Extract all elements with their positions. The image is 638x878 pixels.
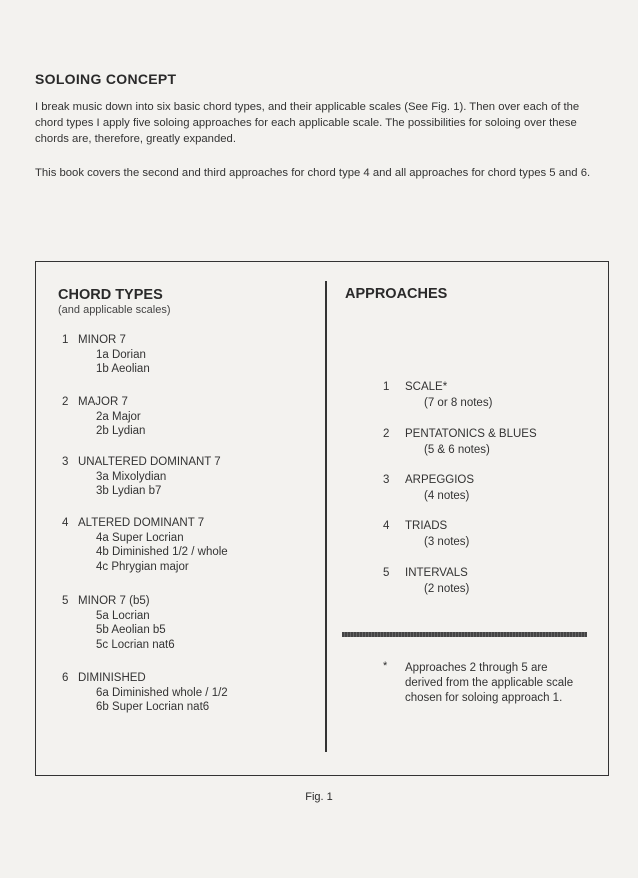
scale-item: 5a Locrian — [96, 609, 150, 622]
approach-item-4 — [345, 519, 605, 550]
scale-item: 2b Lydian — [96, 425, 146, 438]
section-divider — [342, 632, 587, 637]
scale-item: 1a Dorian — [96, 348, 146, 361]
footnote-mark: * — [383, 660, 388, 672]
approach-number: 1 — [383, 381, 390, 393]
approach-item-5 — [345, 566, 605, 597]
figure-caption: Fig. 1 — [305, 791, 333, 803]
chord-number: 2 — [62, 396, 69, 408]
approach-name: PENTATONICS & BLUES — [405, 428, 537, 440]
chord-name: DIMINISHED — [78, 672, 146, 684]
scale-item: 5b Aeolian b5 — [96, 624, 166, 637]
approach-desc: (2 notes) — [424, 582, 470, 595]
footnote-text: Approaches 2 through 5 are derived from the applicable scale chosen for soloing approach 1. — [405, 662, 574, 704]
approaches-title: APPROACHES — [345, 286, 448, 302]
approach-name: INTERVALS — [405, 567, 468, 579]
approach-name: ARPEGGIOS — [405, 474, 475, 486]
chord-types-title: CHORD TYPES — [58, 287, 163, 303]
column-divider — [325, 281, 327, 752]
approach-name: TRIADS — [405, 520, 448, 532]
approach-item-1 — [345, 380, 605, 411]
chord-number: 3 — [62, 456, 69, 468]
approach-item-2 — [345, 427, 605, 458]
chord-number: 4 — [62, 517, 69, 529]
scale-item: 6b Super Locrian nat6 — [96, 701, 210, 714]
chord-name: MAJOR 7 — [78, 396, 128, 408]
approach-desc: (5 & 6 notes) — [424, 443, 490, 456]
scale-item: 4b Diminished 1/2 / whole — [96, 546, 228, 559]
approach-desc: (7 or 8 notes) — [424, 396, 493, 409]
chord-name: MINOR 7 — [78, 334, 126, 346]
chord-number: 1 — [62, 334, 69, 346]
approach-name: SCALE* — [405, 381, 448, 393]
scale-item: 1b Aeolian — [96, 363, 150, 376]
chord-name: ALTERED DOMINANT 7 — [78, 517, 205, 529]
approach-item-3 — [345, 473, 605, 504]
scale-item: 4c Phrygian major — [96, 560, 189, 573]
scale-item: 2a Major — [96, 410, 141, 423]
chord-number: 6 — [62, 672, 69, 684]
chord-group-1 — [0, 333, 320, 377]
page-heading: SOLOING CONCEPT — [35, 71, 177, 87]
approach-desc: (3 notes) — [424, 535, 470, 548]
chord-number: 5 — [62, 595, 69, 607]
scale-item: 3b Lydian b7 — [96, 485, 162, 498]
scale-item: 6a Diminished whole / 1/2 — [96, 686, 228, 699]
chord-name: UNALTERED DOMINANT 7 — [78, 456, 221, 468]
scale-item: 3a Mixolydian — [96, 470, 167, 483]
coverage-paragraph: This book covers the second and third approaches for chord type 4 and all approaches for chord types 5 and 6. — [35, 167, 591, 179]
chord-types-subtitle: (and applicable scales) — [58, 304, 171, 316]
chord-group-3 — [0, 455, 320, 499]
scale-item: 5c Locrian nat6 — [96, 638, 175, 651]
approach-number: 4 — [383, 520, 390, 532]
intro-paragraph: I break music down into six basic chord types, and their applicable scales (See Fig. 1). Then over each of the chord types I apply five soloing approaches for each applicable scale. The possibilities for soloing over these chords are, therefore, greatly expanded. — [35, 101, 580, 145]
approach-desc: (4 notes) — [424, 489, 470, 502]
approach-number: 5 — [383, 567, 390, 579]
chord-group-6 — [0, 671, 320, 715]
approach-number: 3 — [383, 474, 390, 486]
chord-group-5 — [0, 594, 320, 652]
chord-group-4 — [0, 516, 320, 574]
chord-group-2 — [0, 395, 320, 439]
approach-number: 2 — [383, 428, 390, 440]
scale-item: 4a Super Locrian — [96, 531, 184, 544]
chord-name: MINOR 7 (b5) — [78, 595, 150, 607]
